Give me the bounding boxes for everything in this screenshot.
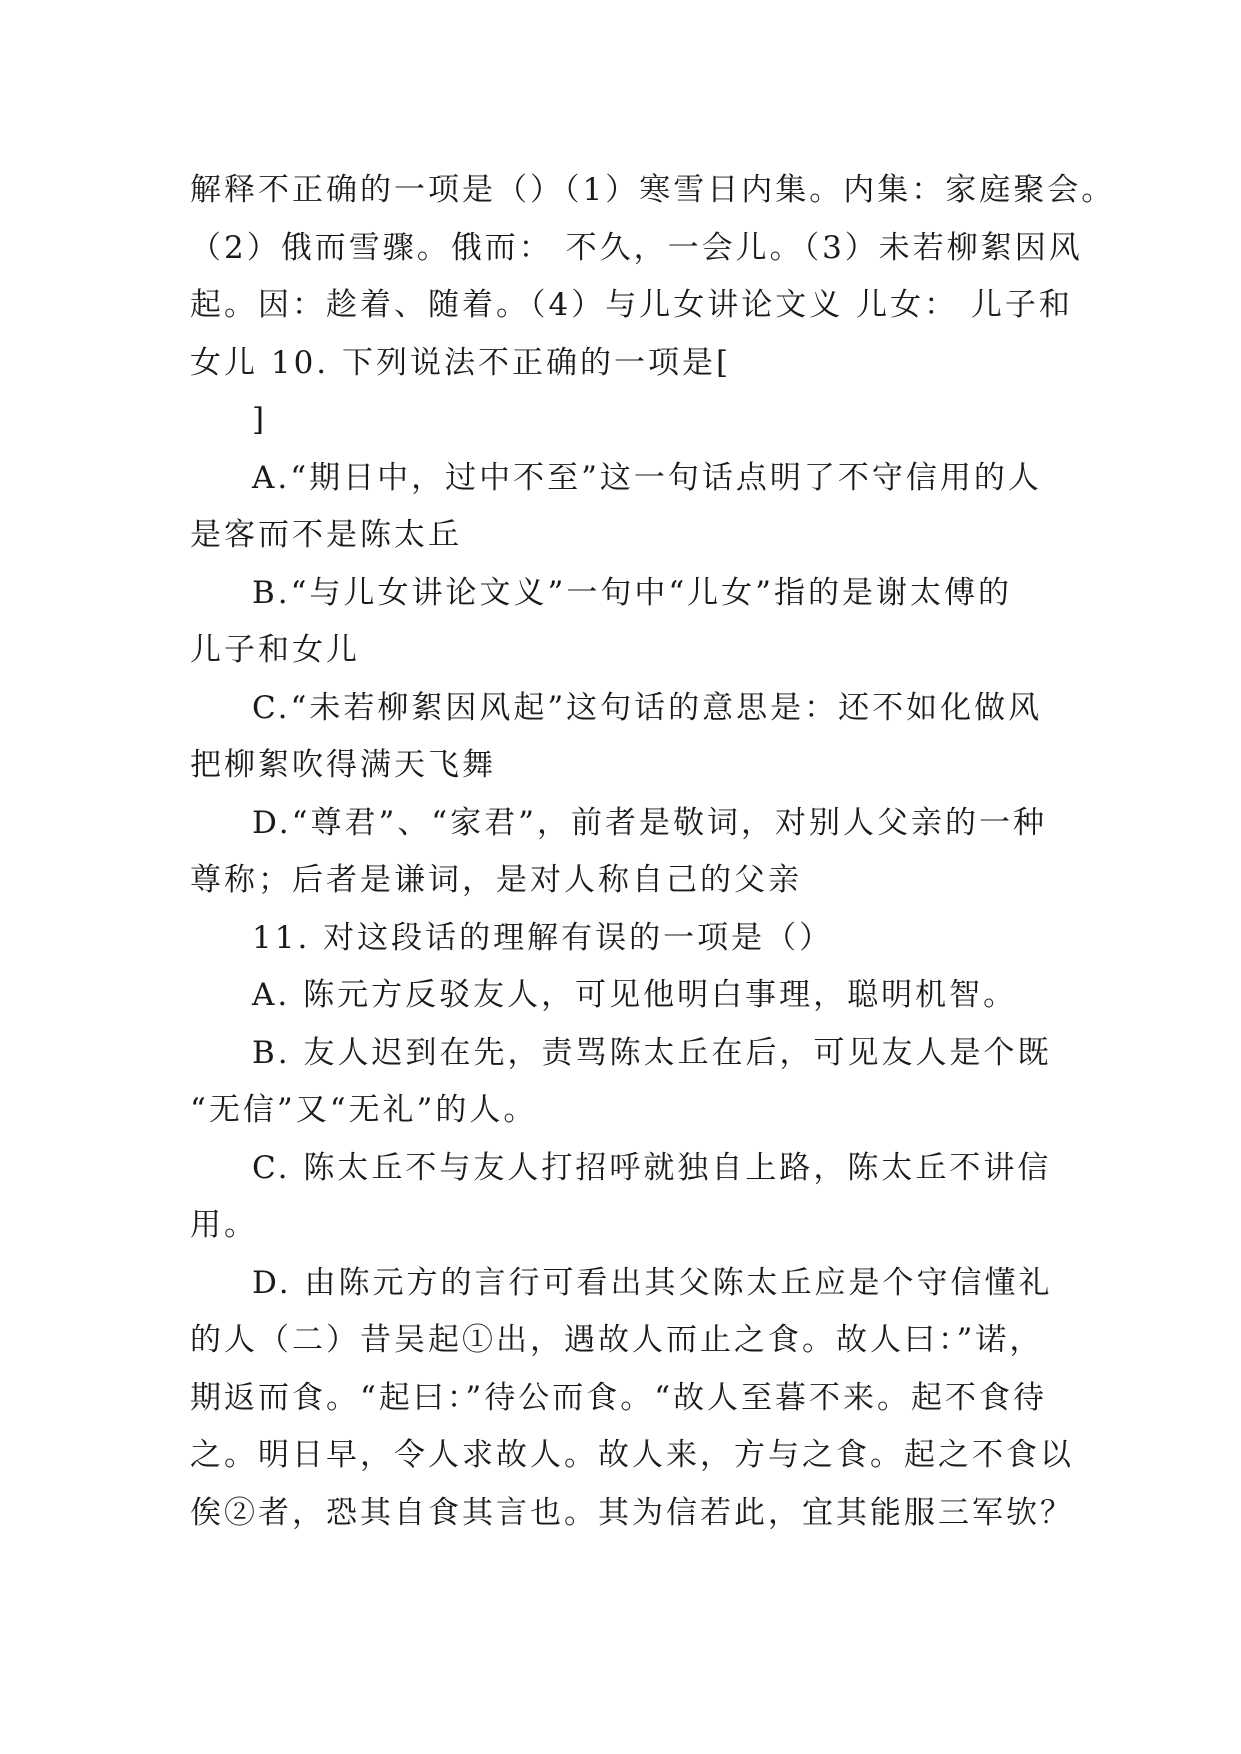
text-line: （2）俄而雪骤。俄而： 不久，一会儿。（3）未若柳絮因风 xyxy=(190,229,1083,266)
document-body xyxy=(190,162,1116,1542)
text-line: ] xyxy=(252,402,268,438)
option-line: D.“尊君”、“家君”，前者是敬词，对别人父亲的一种 xyxy=(252,804,1047,841)
text-line: “无信”又“无礼”的人。 xyxy=(190,1092,538,1128)
text-line: 解释不正确的一项是（）（1）寒雪日内集。内集：家庭聚会。 xyxy=(190,172,1116,208)
text-line: 儿子和女儿 xyxy=(190,632,360,668)
option-line: B.“与儿女讲论文义”一句中“儿女”指的是谢太傅的 xyxy=(252,574,1013,611)
text-line: 女儿 10. 下列说法不正确的一项是[ xyxy=(190,344,732,381)
text-line: 之。明日早，令人求故人。故人来，方与之食。起之不食以 xyxy=(190,1437,1074,1473)
option-line: A.“期日中，过中不至”这一句话点明了不守信用的人 xyxy=(252,459,1042,496)
text-line: 俟②者，恐其自食其言也。其为信若此，宜其能服三军欤？ xyxy=(190,1494,1074,1531)
option-line: A. 陈元方反驳友人，可见他明白事理，聪明机智。 xyxy=(252,977,1018,1013)
option-line: D. 由陈元方的言行可看出其父陈太丘应是个守信懂礼 xyxy=(252,1264,1053,1301)
text-line: 的人（二）昔吴起①出，遇故人而止之食。故人曰：”诺， xyxy=(190,1322,1044,1358)
text-line: 起。因：趁着、随着。（4）与儿女讲论文义 儿女： 儿子和 xyxy=(190,287,1073,323)
text-line: 尊称；后者是谦词，是对人称自己的父亲 xyxy=(190,862,802,898)
option-line: C.“未若柳絮因风起”这句话的意思是：还不如化做风 xyxy=(252,689,1043,726)
text-line: 用。 xyxy=(190,1207,258,1243)
option-line: C. 陈太丘不与友人打招呼就独自上路，陈太丘不讲信 xyxy=(252,1149,1052,1186)
text-line: 是客而不是陈太丘 xyxy=(190,517,462,553)
option-line: B. 友人迟到在先，责骂陈太丘在后，可见友人是个既 xyxy=(252,1034,1052,1071)
text-line: 把柳絮吹得满天飞舞 xyxy=(190,747,496,783)
question-line: 11. 对这段话的理解有误的一项是（） xyxy=(252,919,834,956)
text-line: 期返而食。“起曰：”待公而食。“故人至暮不来。起不食待 xyxy=(190,1379,1048,1416)
